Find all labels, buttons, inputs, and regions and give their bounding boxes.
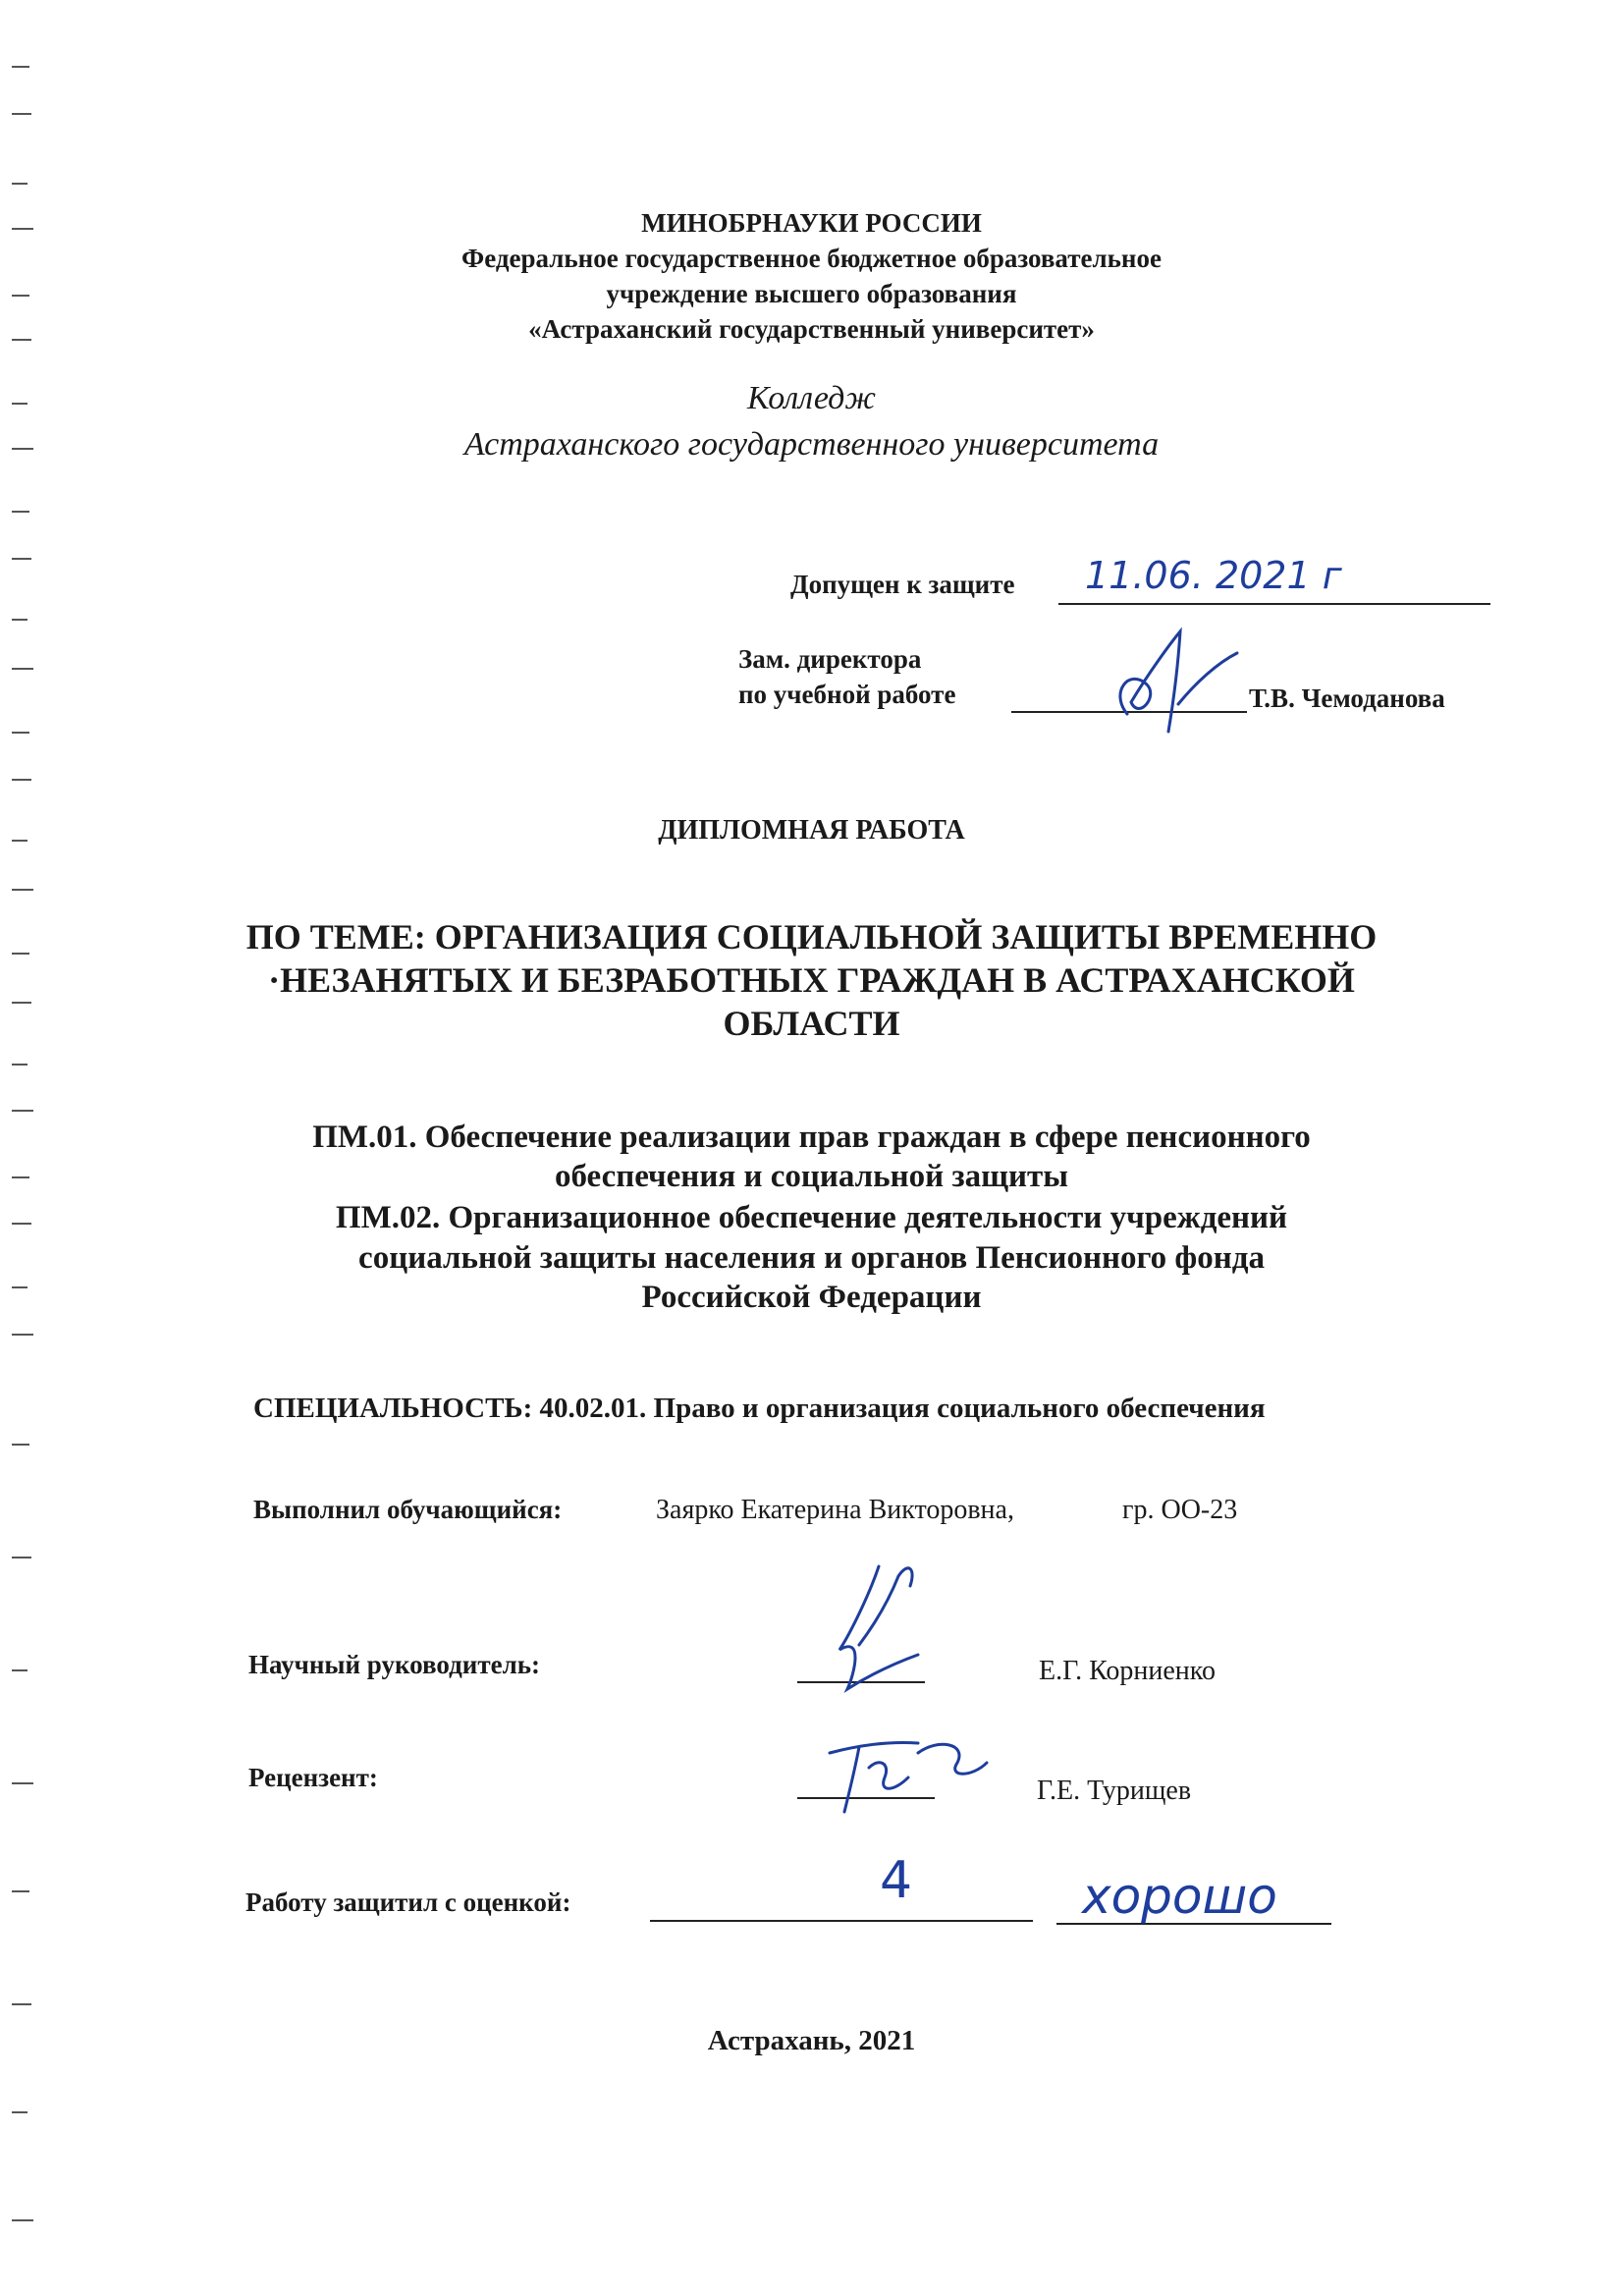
- module-line-4: социальной защиты населения и органов Пенсионного фонда: [358, 1240, 1265, 1276]
- supervisor-name: Е.Г. Корниенко: [1039, 1656, 1216, 1686]
- deputy-title-line-2: по учебной работе: [738, 680, 956, 709]
- module-line-1: ПМ.01. Обеспечение реализации прав граждан в сфере пенсионного: [312, 1120, 1311, 1155]
- org-line-1: Федеральное государственное бюджетное образовательное: [461, 244, 1162, 273]
- reviewer-label: Рецензент:: [248, 1763, 378, 1792]
- deputy-name: Т.В. Чемоданова: [1249, 683, 1445, 713]
- admitted-label: Допущен к защите: [790, 570, 1015, 599]
- supervisor-label: Научный руководитель:: [248, 1650, 540, 1679]
- topic-line-2: ·НЕЗАНЯТЫХ И БЕЗРАБОТНЫХ ГРАЖДАН В АСТРАХАНСКОЙ: [268, 960, 1355, 1000]
- module-line-5: Российской Федерации: [641, 1280, 982, 1315]
- module-line-3: ПМ.02. Организационное обеспечение деятельности учреждений: [335, 1200, 1288, 1235]
- deputy-title-line-1: Зам. директора: [738, 644, 922, 674]
- ministry-line: МИНОБРНАУКИ РОССИИ: [641, 208, 982, 238]
- specialty-line: СПЕЦИАЛЬНОСТЬ: 40.02.01. Право и организация социального обеспечения: [253, 1393, 1266, 1424]
- module-line-2: обеспечения и социальной защиты: [554, 1159, 1069, 1194]
- admitted-date-line: [1058, 603, 1490, 605]
- work-type: ДИПЛОМНАЯ РАБОТА: [658, 815, 965, 846]
- supervisor-signature: [820, 1557, 947, 1704]
- org-line-2: учреждение высшего образования: [606, 279, 1017, 308]
- reviewer-signature: [800, 1723, 997, 1822]
- student-group: гр. ОО-23: [1122, 1495, 1238, 1525]
- reviewer-name: Г.Е. Турищев: [1037, 1776, 1192, 1806]
- grade-word-handwritten: хорошо: [1082, 1868, 1277, 1925]
- admitted-date-handwritten: 11.06. 2021 г: [1085, 554, 1342, 597]
- topic-line-3: ОБЛАСТИ: [723, 1004, 900, 1043]
- grade-number-line: [650, 1920, 1033, 1922]
- student-label: Выполнил обучающийся:: [253, 1495, 563, 1524]
- defense-label: Работу защитил с оценкой:: [245, 1887, 571, 1917]
- student-name: Заярко Екатерина Викторовна,: [656, 1495, 1014, 1525]
- college-line-1: Колледж: [746, 380, 876, 416]
- topic-line-1: ПО ТЕМЕ: ОРГАНИЗАЦИЯ СОЦИАЛЬНОЙ ЗАЩИТЫ ВРЕМЕННО: [245, 917, 1378, 957]
- college-line-2: Астраханского государственного университета: [463, 426, 1160, 463]
- grade-number-handwritten: 4: [880, 1851, 913, 1910]
- org-line-3: «Астраханский государственный университет»: [528, 314, 1095, 344]
- city-year: Астрахань, 2021: [707, 2025, 916, 2056]
- deputy-signature: [1090, 624, 1257, 741]
